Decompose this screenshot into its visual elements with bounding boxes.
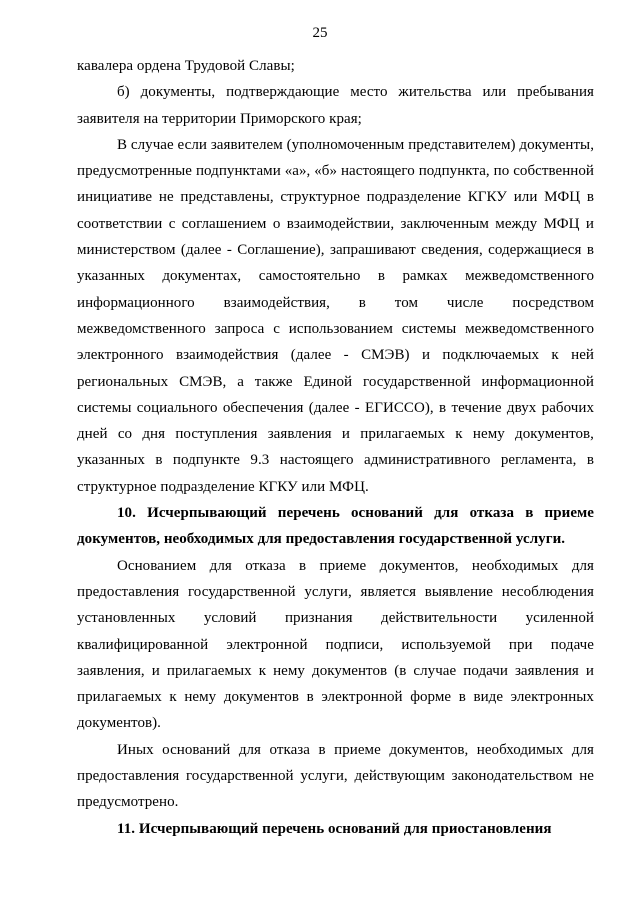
page-number: 25 — [312, 25, 328, 41]
paragraph-item-b: б) документы, подтверждающие место жительства или пребывания заявителя на территории Приморского края; — [77, 84, 594, 127]
paragraph-refusal-grounds: Основанием для отказа в приеме документов, необходимых для предоставления государственной услуги, является выявление несоблюдения установленных условий признания действительности усиленной квалифицированной электронной подписи, используемой при подаче заявления, и прилагаемых к нему документов (в случае подачи заявления и прилагаемых к нему документов в электронной форме в виде электронных документов). — [77, 557, 594, 732]
section-heading-11: 11. Исчерпывающий перечень оснований для приостановления — [117, 820, 552, 837]
document-body — [77, 53, 594, 842]
section-heading-10: 10. Исчерпывающий перечень оснований для отказа в приеме документов, необходимых для предоставления государственной услуги. — [77, 505, 594, 548]
paragraph-interagency-request: В случае если заявителем (уполномоченным представителем) документы, предусмотренные подпунктами «а», «б» настоящего подпункта, по собственной инициативе не представлены, структурное подразделение КГКУ или МФЦ в соответствии с соглашением о взаимодействии, заключенным между МФЦ и министерством (далее - Соглашение), запрашивают сведения, содержащиеся в указанных документах, самостоятельно в рамках межведомственного информационного взаимодействия, в том числе посредством межведомственного запроса с использованием системы межведомственного электронного взаимодействия (далее - СМЭВ) и подключаемых к ней региональных СМЭВ, а также Единой государственной информационной системы социального обеспечения (далее - ЕГИССО), в течение двух рабочих дней со дня поступления заявления и прилагаемых к нему документов, указанных в подпункте 9.3 настоящего административного регламента, в структурное подразделение КГКУ или МФЦ. — [77, 136, 594, 495]
paragraph-no-other-grounds: Иных оснований для отказа в приеме документов, необходимых для предоставления государственной услуги, действующим законодательством не предусмотрено. — [77, 741, 594, 811]
paragraph-continuation: кавалера ордена Трудовой Славы; — [77, 58, 295, 74]
